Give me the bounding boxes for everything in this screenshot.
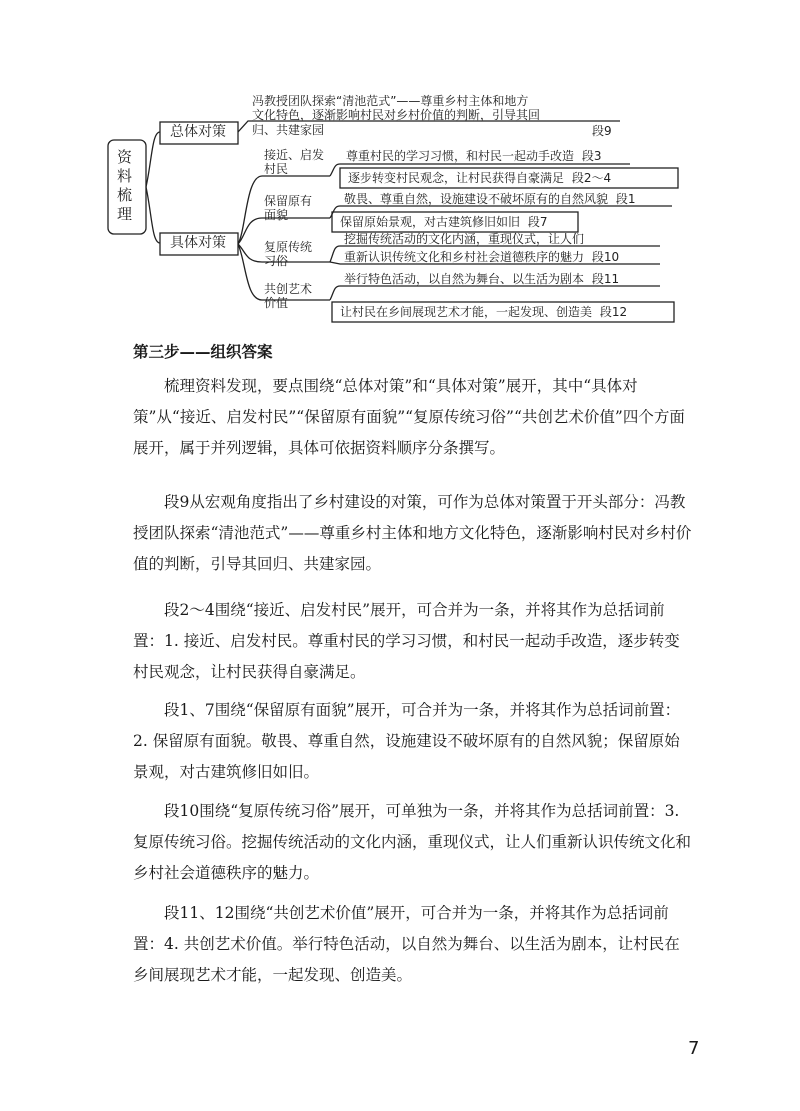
group-item-line-2 [344,250,619,264]
root-char: 梳 [117,186,133,204]
paragraph-text: 段1、7围绕“保留原有面貌”展开，可合并为一条，并将其作为总括词前置：2. 保留原有面貌。敬畏、尊重自然，设施建设不破坏原有的自然风貌；保留原始景观，对古建筑修旧如旧。 [133,701,681,781]
group-item [340,305,627,319]
root-char: 料 [117,167,133,185]
paragraph-text: 段11、12围绕“共创艺术价值”展开，可合并为一条，并将其作为总括词前置：4. 共创艺术价值。举行特色活动，以自然为舞台、以生活为剧本，让村民在乡间展现艺术才能，一起发现、创造美。 [133,904,680,984]
item-text: 敬畏、尊重自然，设施建设不破坏原有的自然风貌 [344,192,609,206]
item-text: 让村民在乡间展现艺术才能，一起发现、创造美 [340,305,593,319]
item-text: 尊重村民的学习习惯，和村民一起动手改造 [346,149,575,163]
group-name: 接近、启发 [264,148,325,162]
paragraph [133,371,693,464]
overall-label: 总体对策 [170,124,226,140]
paragraph [133,695,693,788]
group-name: 面貌 [264,208,289,222]
group-name: 价值 [264,296,289,310]
item-seg: 段3 [581,149,602,163]
paragraph-text: 段10围绕“复原传统习俗”展开，可单独为一条，并将其作为总括词前置：3. 复原传统习俗。挖掘传统活动的文化内涵，重现仪式，让人们重新认识传统文化和乡村社会道德秩序的魅力。 [133,802,692,882]
item-seg: 段11 [591,272,620,286]
paragraph-text: 段2～4围绕“接近、启发村民”展开，可合并为一条，并将其作为总括词前置：1. 接近、启发村民。尊重村民的学习习惯，和村民一起动手改造，逐步转变村民观念，让村民获得自豪满足。 [133,601,680,681]
specific-label: 具体对策 [170,235,226,251]
root-char: 理 [117,205,133,223]
item-seg: 段2～4 [571,171,612,185]
group-item [346,149,601,163]
paragraph-text: 梳理资料发现，要点围绕“总体对策”和“具体对策”展开，其中“具体对策”从“接近、启发村民”“保留原有面貌”“复原传统习俗”“共创艺术价值”四个方面展开，属于并列逻辑，具体可依据资料顺序分条撰写。 [133,377,685,457]
item-text: 逐步转变村民观念，让村民获得自豪满足 [348,171,565,185]
overall-text-line-1: 冯教授团队探索“清池范式”——尊重乡村主体和地方 [252,94,529,108]
group-item [340,215,547,229]
item-seg: 段12 [599,305,628,319]
root-char: 资 [117,148,133,166]
paragraph-text: 段9从宏观角度指出了乡村建设的对策，可作为总体对策置于开头部分：冯教授团队探索“清池范式”——尊重乡村主体和地方文化特色，逐渐影响村民对乡村价值的判断，引导其回归、共建家园。 [133,493,692,573]
paragraph [133,796,693,889]
page-number: 7 [688,1038,700,1059]
overall-segment: 段9 [592,124,612,138]
group-name: 复原传统 [264,240,313,254]
group-name: 村民 [264,162,289,176]
group-item [344,272,619,286]
group-item [344,192,635,206]
item-seg: 段10 [591,250,620,264]
root-label [117,148,137,224]
item-seg: 段7 [527,215,548,229]
paragraph [133,487,693,580]
item-text: 重新认识传统文化和乡村社会道德秩序的魅力 [344,250,585,264]
group-item-line-1: 挖掘传统活动的文化内涵，重现仪式，让人们 [344,232,585,246]
group-name: 习俗 [264,254,289,268]
group-item [348,171,611,185]
group-name: 保留原有 [264,194,313,208]
overall-text-line-3: 归、共建家园 [252,123,325,137]
group-name: 共创艺术 [264,282,313,296]
item-text: 举行特色活动，以自然为舞台、以生活为剧本 [344,272,585,286]
paragraph [133,898,693,991]
item-seg: 段1 [615,192,636,206]
overall-text-line-2: 文化特色，逐渐影响村民对乡村价值的判断，引导其回 [252,108,541,122]
step-title: 第三步——组织答案 [133,343,273,361]
paragraph [133,595,693,688]
item-text: 保留原始景观，对古建筑修旧如旧 [340,215,521,229]
